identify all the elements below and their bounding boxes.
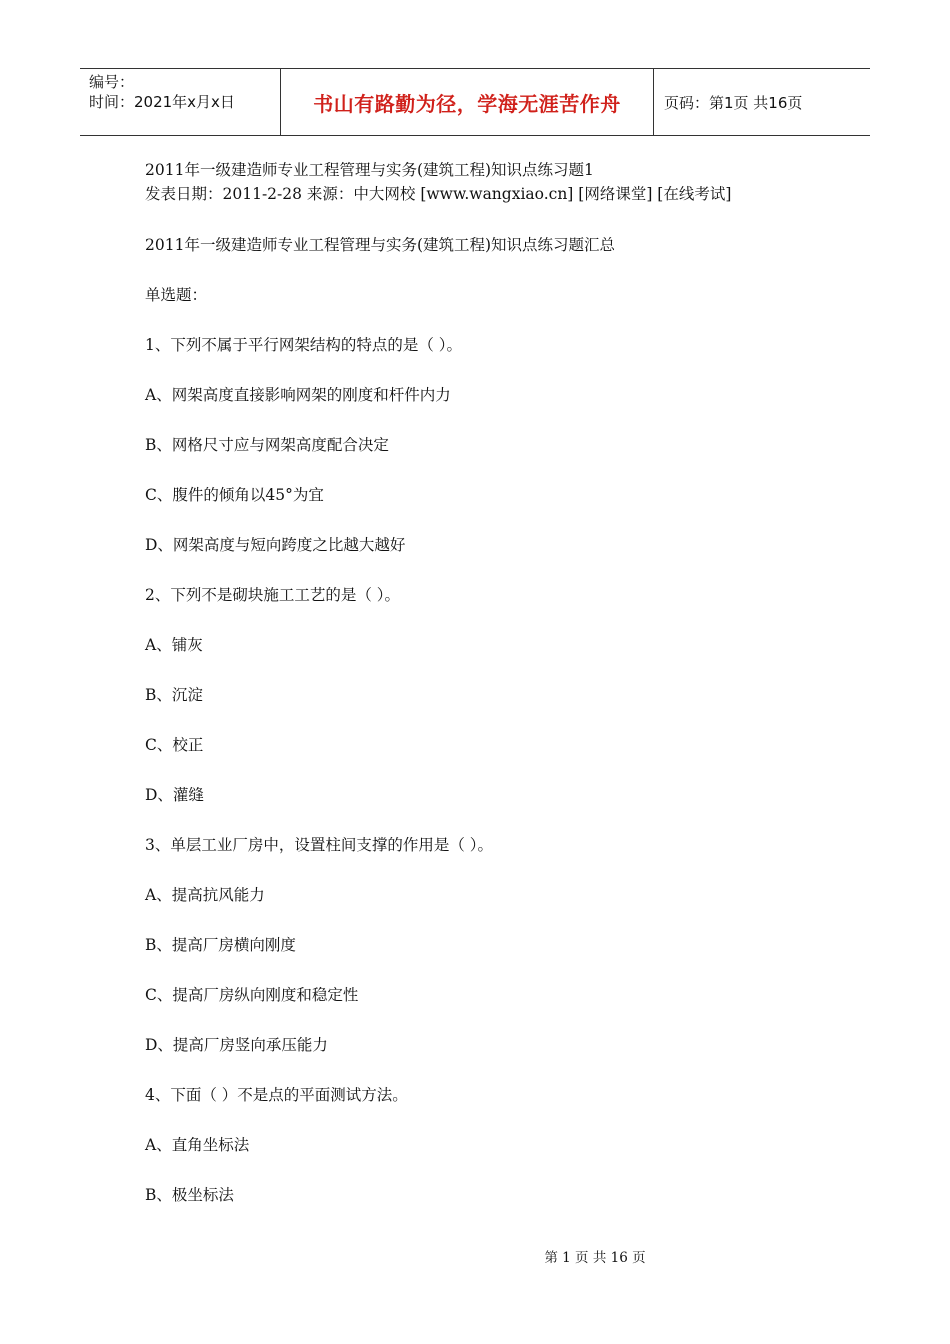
question-option: B、极坐标法 xyxy=(145,1186,234,1204)
question-option: A、铺灰 xyxy=(145,636,203,654)
doc-title: 2011年一级建造师专业工程管理与实务(建筑工程)知识点练习题1 xyxy=(145,161,594,179)
question-option: A、提高抗风能力 xyxy=(145,886,265,904)
question-option: D、提高厂房竖向承压能力 xyxy=(145,1036,328,1054)
question-option: C、校正 xyxy=(145,736,204,754)
question-option: A、直角坐标法 xyxy=(145,1136,250,1154)
question-stem: 3、单层工业厂房中，设置柱间支撑的作用是（ ）。 xyxy=(145,836,494,854)
section-label: 单选题： xyxy=(145,286,208,304)
document-body xyxy=(145,158,845,1207)
question-option: B、提高厂房横向刚度 xyxy=(145,936,296,954)
question-stem: 2、下列不是砌块施工工艺的是（ ）。 xyxy=(145,586,401,604)
header-table xyxy=(80,68,870,136)
question-option: A、网架高度直接影响网架的刚度和杆件内力 xyxy=(145,386,451,404)
doc-meta: 发表日期：2011-2-28 来源：中大网校 [www.wangxiao.cn] [网络课堂] [在线考试] xyxy=(145,185,732,203)
summary-title: 2011年一级建造师专业工程管理与实务(建筑工程)知识点练习题汇总 xyxy=(145,236,616,254)
question-option: C、腹件的倾角以45°为宜 xyxy=(145,486,324,504)
question-option: D、网架高度与短向跨度之比越大越好 xyxy=(145,536,406,554)
question-stem: 1、下列不属于平行网架结构的特点的是（ ）。 xyxy=(145,336,463,354)
question-option: B、沉淀 xyxy=(145,686,203,704)
question-option: C、提高厂房纵向刚度和稳定性 xyxy=(145,986,359,1004)
question-option: D、灌缝 xyxy=(145,786,204,804)
header-meta-cell xyxy=(80,69,281,135)
question-option: B、网格尺寸应与网架高度配合决定 xyxy=(145,436,389,454)
time-label: 时间：2021年x月x日 xyxy=(89,93,235,111)
question-stem: 4、下面（ ）不是点的平面测试方法。 xyxy=(145,1086,408,1104)
number-label: 编号： xyxy=(89,73,135,91)
page-footer: 第 1 页 共 16 页 xyxy=(544,1250,646,1266)
motto: 书山有路勤为径，学海无涯苦作舟 xyxy=(281,69,654,135)
header-page-info: 页码：第1页 共16页 xyxy=(664,93,803,112)
